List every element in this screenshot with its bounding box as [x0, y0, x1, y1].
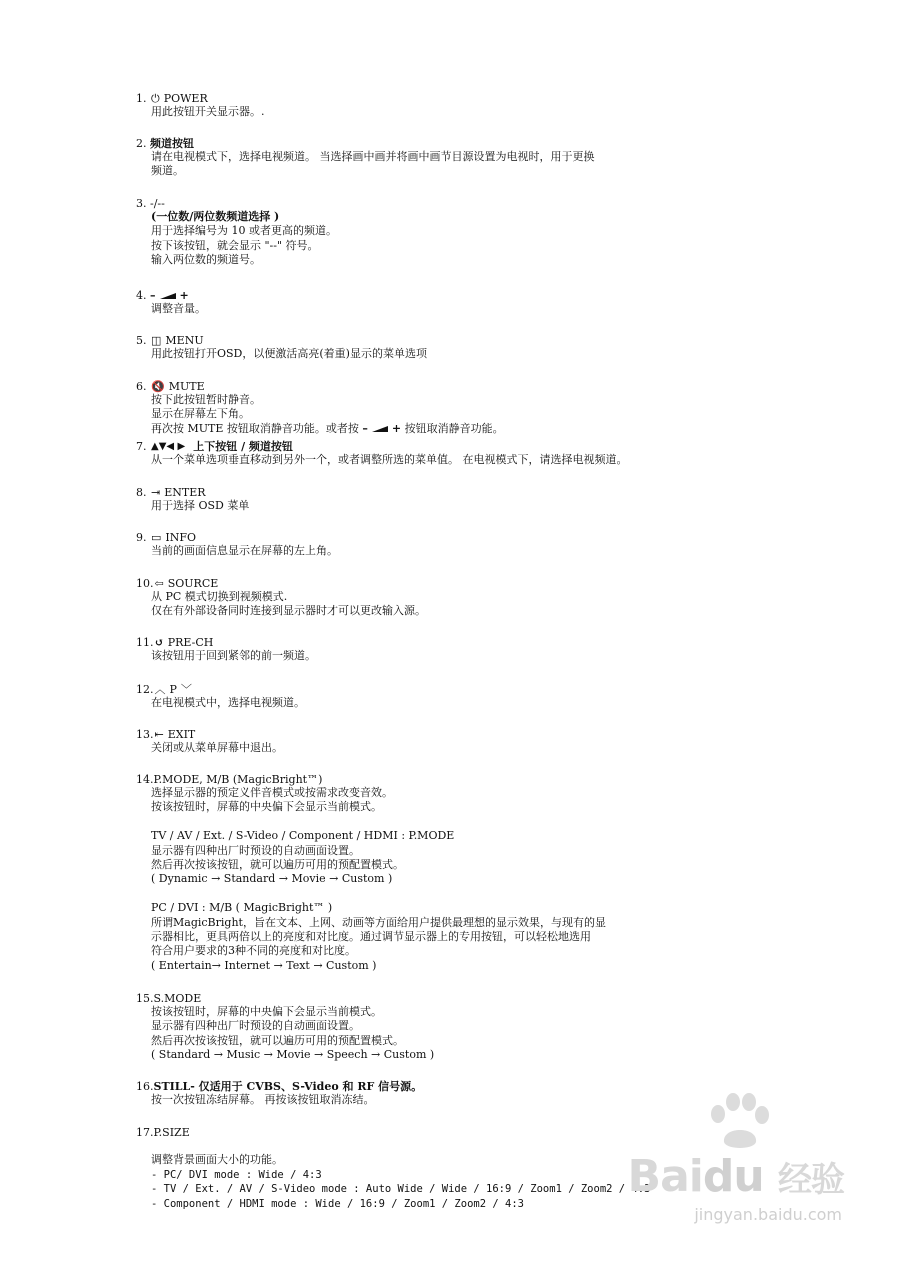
item-desc: 按该按钮时，屏幕的中央偏下会显示当前模式。	[151, 800, 382, 814]
item-mode-list: ( Standard → Music → Movie → Speech → Custom )	[151, 1048, 435, 1062]
item-number: 9.	[136, 531, 147, 544]
item-desc: 按下该按钮，就会显示 "--" 符号。	[151, 238, 319, 252]
item-desc: 所谓MagicBright，旨在文本、上网、动画等方面给用户提供最理想的显示效果，与现有的显	[151, 915, 606, 929]
item-title: MUTE	[168, 380, 205, 393]
item-desc: 显示在屏幕左下角。	[151, 407, 250, 421]
item-desc: 请在电视模式下，选择电视频道。 当选择画中画并将画中画节目源设置为电视时，用于更换	[151, 150, 595, 163]
item-desc: 示器相比，更具两倍以上的亮度和对比度。通过调节显示器上的专用按钮，可以轻松地选用	[151, 930, 591, 944]
item-desc: 按一次按钮冻结屏幕。 再按该按钮取消冻结。	[151, 1093, 375, 1106]
item-desc: 频道。	[151, 164, 184, 178]
item-title: -/--	[150, 197, 165, 210]
item-desc: 在电视模式中，选择电视频道。	[151, 696, 305, 709]
item-title: EXIT	[167, 728, 196, 741]
item-exit	[136, 728, 776, 755]
item-title: ENTER	[164, 486, 206, 499]
item-desc: 用此按钮打开OSD，以便激活高亮(着重)显示的菜单选项	[151, 347, 427, 360]
item-title: P.MODE, M/B (MagicBright™)	[153, 773, 323, 786]
item-prech	[136, 636, 776, 663]
item-number: 12.	[136, 683, 154, 696]
item-number: 5.	[136, 334, 147, 347]
info-icon: ▭	[151, 531, 162, 544]
item-desc: 按该按钮时，屏幕的中央偏下会显示当前模式。	[151, 1005, 382, 1018]
watermark-logo-du: du	[702, 1151, 764, 1202]
item-desc: 当前的画面信息显示在屏幕的左上角。	[151, 544, 338, 557]
previous-channel-icon: ↺	[154, 636, 164, 649]
item-desc-part: 再次按 MUTE 按钮取消静音功能。或者按	[151, 421, 359, 435]
item-title: PRE-CH	[167, 636, 214, 649]
paw-logo-icon	[704, 1092, 774, 1152]
item-enter	[136, 486, 776, 513]
item-title: STILL- 仅适用于 CVBS、S-Video 和 RF 信号源。	[153, 1080, 423, 1093]
item-p-channel	[136, 683, 776, 710]
baidu-watermark-logo	[628, 1151, 844, 1202]
watermark-logo-cn: 经验	[778, 1160, 844, 1200]
item-desc: 输入两位数的频道号。	[151, 253, 261, 267]
item-number: 6.	[136, 380, 147, 393]
item-number: 1.	[136, 92, 147, 105]
item-smode	[136, 992, 776, 1063]
item-number: 4.	[136, 289, 147, 302]
item-arrows	[136, 440, 776, 467]
item-title: SOURCE	[167, 577, 219, 590]
item-title: POWER	[163, 92, 208, 105]
plus-icon: +	[391, 421, 402, 435]
item-title: INFO	[165, 531, 197, 544]
item-subtitle: (一位数/两位数频道选择 )	[151, 210, 280, 223]
plus-icon: +	[179, 289, 189, 302]
power-icon: ⏻	[151, 92, 160, 105]
exit-icon: ⇤	[154, 728, 164, 741]
item-volume	[136, 289, 776, 316]
item-number: 7.	[136, 440, 147, 453]
item-number: 10.	[136, 577, 154, 590]
item-desc-part: 按钮取消静音功能。	[404, 421, 504, 435]
item-mode-list: ( Entertain→ Internet → Text → Custom )	[151, 958, 377, 972]
watermark-url: jingyan.baidu.com	[694, 1205, 842, 1224]
source-icon: ⇦	[154, 577, 164, 590]
item-number: 2.	[136, 137, 147, 150]
volume-icon	[160, 293, 176, 299]
item-desc: 该按钮用于回到紧邻的前一频道。	[151, 649, 316, 662]
item-title: P.SIZE	[153, 1126, 190, 1139]
watermark-logo-text: Bai	[627, 1151, 703, 1202]
item-number: 16.	[136, 1080, 154, 1093]
item-number: 11.	[136, 636, 154, 649]
volume-icon	[372, 426, 388, 432]
channel-up-icon: ︿	[154, 683, 166, 696]
enter-icon: ⇥	[151, 486, 161, 499]
item-desc: 从 PC 模式切换到视频模式.	[151, 590, 288, 603]
item-source	[136, 577, 776, 619]
item-title: S.MODE	[153, 992, 202, 1005]
item-spacer	[151, 887, 776, 901]
item-desc: 调整音量。	[151, 302, 206, 315]
channel-down-icon: ﹀	[180, 683, 192, 696]
item-mode-line: - Component / HDMI mode : Wide / 16:9 / Zoom1 / Zoom2 / 4:3	[151, 1197, 524, 1210]
item-desc: 然后再次按该按钮，就可以遍历可用的预配置模式。	[151, 1033, 404, 1047]
item-desc: 选择显示器的预定义伴音模式或按需求改变音效。	[151, 786, 393, 799]
item-channel-buttons	[136, 137, 776, 179]
item-desc: 从一个菜单选项垂直移动到另外一个，或者调整所选的菜单值。 在电视模式下，请选择电视频道。	[151, 453, 628, 466]
item-power	[136, 92, 776, 119]
item-digit-select	[136, 197, 776, 268]
item-desc: 用此按钮开关显示器。.	[151, 105, 265, 118]
item-desc: 显示器有四种出厂时预设的自动画面设置。	[151, 843, 360, 857]
item-desc: 用于选择编号为 10 或者更高的频道。	[151, 224, 337, 238]
item-number: 13.	[136, 728, 154, 741]
menu-icon: ◫	[151, 334, 162, 347]
item-still	[136, 1080, 776, 1107]
item-menu	[136, 334, 776, 361]
minus-icon: –	[150, 289, 156, 302]
item-title: P	[169, 683, 177, 696]
item-info	[136, 531, 776, 558]
item-number: 3.	[136, 197, 147, 210]
item-number: 17.	[136, 1126, 154, 1139]
arrow-keys-icon: ▲▼◀ ▶	[151, 441, 186, 452]
minus-icon: –	[362, 421, 368, 435]
item-title: 上下按钮 / 频道按钮	[193, 440, 293, 453]
item-desc: 关闭或从菜单屏幕中退出。	[151, 741, 283, 754]
item-subheading: TV / AV / Ext. / S-Video / Component / HDMI : P.MODE	[151, 829, 455, 843]
item-mute	[136, 380, 776, 436]
item-mode-line: - TV / Ext. / AV / S-Video mode : Auto Wide / Wide / 16:9 / Zoom1 / Zoom2 / 4:3	[151, 1183, 651, 1196]
item-desc: 按下此按钮暂时静音。	[151, 393, 261, 406]
item-desc: 符合用户要求的3种不同的亮度和对比度。	[151, 944, 356, 958]
item-desc: 显示器有四种出厂时预设的自动画面设置。	[151, 1019, 360, 1033]
item-spacer	[151, 815, 776, 829]
item-title: 频道按钮	[150, 137, 194, 150]
item-number: 8.	[136, 486, 147, 499]
item-title: MENU	[165, 334, 204, 347]
item-desc: 然后再次按该按钮，就可以遍历可用的预配置模式。	[151, 858, 404, 872]
item-mode-list: ( Dynamic → Standard → Movie → Custom )	[151, 872, 393, 886]
mute-icon: 🔇	[151, 380, 165, 393]
item-number: 15.	[136, 992, 154, 1005]
item-number: 14.	[136, 773, 154, 786]
item-desc	[151, 422, 776, 436]
item-pmode	[136, 773, 776, 973]
item-subheading: PC / DVI : M/B ( MagicBright™ )	[151, 901, 333, 915]
item-mode-line: - PC/ DVI mode : Wide / 4:3	[151, 1168, 322, 1181]
item-desc: 用于选择 OSD 菜单	[151, 499, 250, 512]
item-desc: 调整背景画面大小的功能。	[151, 1153, 283, 1167]
item-desc: 仅在有外部设备同时连接到显示器时才可以更改输入源。	[151, 604, 426, 618]
